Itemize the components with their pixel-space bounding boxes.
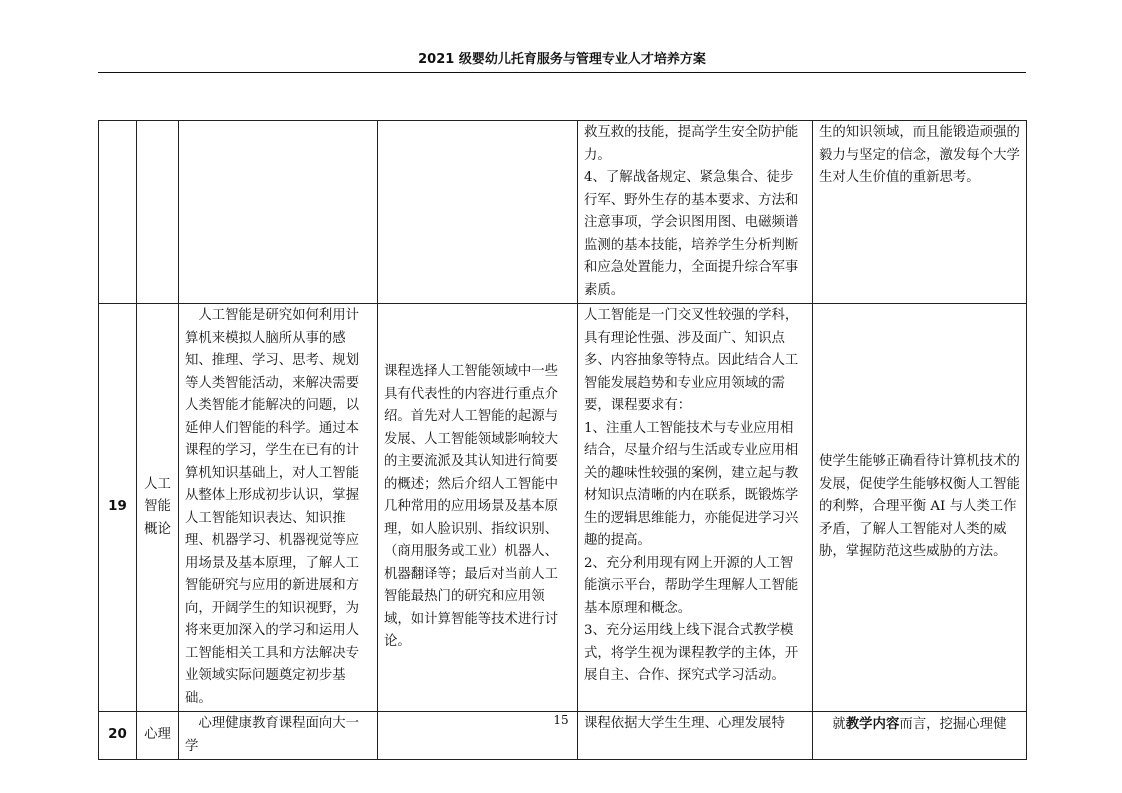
course-objectives <box>179 304 378 712</box>
course-name: 心理 <box>137 712 179 760</box>
teaching-requirements-cell <box>578 121 813 304</box>
requirements-paragraph: 1、注重人工智能技术与专业应用相结合，尽量介绍与生活或专业应用相关的趣味性较强的案例，建立起与教材知识点清晰的内在联系，既锻炼学生的逻辑思维能力，亦能促进学习兴趣的提高。 <box>584 420 799 548</box>
row-number: 19 <box>99 304 137 712</box>
course-objectives-cell <box>179 121 378 304</box>
teaching-requirements: 课程依据大学生生理、心理发展特 <box>578 712 813 760</box>
row-number: 20 <box>99 712 137 760</box>
row-number-cell <box>99 121 137 304</box>
course-name: 人工智能概论 <box>137 304 179 712</box>
ideology-prefix: 就 <box>832 717 846 732</box>
header-divider <box>98 72 1026 73</box>
requirements-paragraph: 3、充分运用线上线下混合式教学模式，将学生视为课程教学的主体，开展自主、合作、探究式学习活动。 <box>584 623 799 683</box>
ideology-keyword: 教学内容 <box>845 716 900 732</box>
page-number: 15 <box>553 713 569 727</box>
course-table <box>98 120 1027 760</box>
objectives-text: 人工智能是研究如何利用计算机来模拟人脑所从事的感知、推理、学习、思考、规划等人类智能活动，来解决需要人类智能才能解决的问题，以延伸人们智能的科学。通过本课程的学习，学生在已有的计算机知识基础上，对人工智能从整体上形成初步认识，掌握人工智能知识表达、知识推理、机器学习、机器视觉等应用场景及基本原理，了解人工智能研究与应用的新进展和方向，开阔学生的知识视野，为将来更加深入的学习和运用人工智能相关工具和方法解决专业领域实际问题奠定初步基础。 <box>185 308 360 706</box>
course-name-cell <box>137 121 179 304</box>
requirements-paragraph: 4、了解战备规定、紧急集合、徒步行军、野外生存的基本要求、方法和注意事项，学会识图用图、电磁频谱监测的基本技能，培养学生分析判断和应急处置能力，全面提升综合军事素质。 <box>584 170 799 298</box>
ideology-text: 使学生能够正确看待计算机技术的发展，促使学生能够权衡人工智能的利弊，合理平衡 AI 与人类工作矛盾，了解人工智能对人类的威胁，掌握防范这些威胁的方法。 <box>813 304 1027 712</box>
ideology-suffix: 而言，挖掘心理健 <box>899 717 1007 732</box>
table-row-19 <box>99 304 1027 712</box>
teaching-requirements <box>578 304 813 712</box>
course-content-cell <box>378 121 578 304</box>
course-content: 课程选择人工智能领域中一些具有代表性的内容进行重点介绍。首先对人工智能的起源与发展、人工智能领域影响较大的主要流派及其认知进行简要的概述；然后介绍人工智能中几种常用的应用场景及基本原理，如人脸识别、指纹识别、（商用服务或工业）机器人、机器翻译等；最后对当前人工智能最热门的研究和应用领域，如计算智能等技术进行讨论。 <box>378 304 578 712</box>
ideology-cell: 生的知识领域，而且能锻造顽强的毅力与坚定的信念，激发每个大学生对人生价值的重新思考。 <box>813 121 1027 304</box>
requirements-paragraph: 人工智能是一门交叉性较强的学科，具有理论性强、涉及面广、知识点多、内容抽象等特点。因此结合人工智能发展趋势和专业应用领域的需要，课程要求有： <box>584 308 799 413</box>
requirements-paragraph: 2、充分利用现有网上开源的人工智能演示平台，帮助学生理解人工智能基本原理和概念。 <box>584 555 799 616</box>
requirements-paragraph: 救互救的技能，提高学生安全防护能力。 <box>584 125 799 163</box>
document-header: 2021 级婴幼儿托育服务与管理专业人才培养方案 <box>418 52 706 67</box>
objectives-text: 心理健康教育课程面向大一学 <box>185 716 360 754</box>
table-row-continued <box>99 121 1027 304</box>
